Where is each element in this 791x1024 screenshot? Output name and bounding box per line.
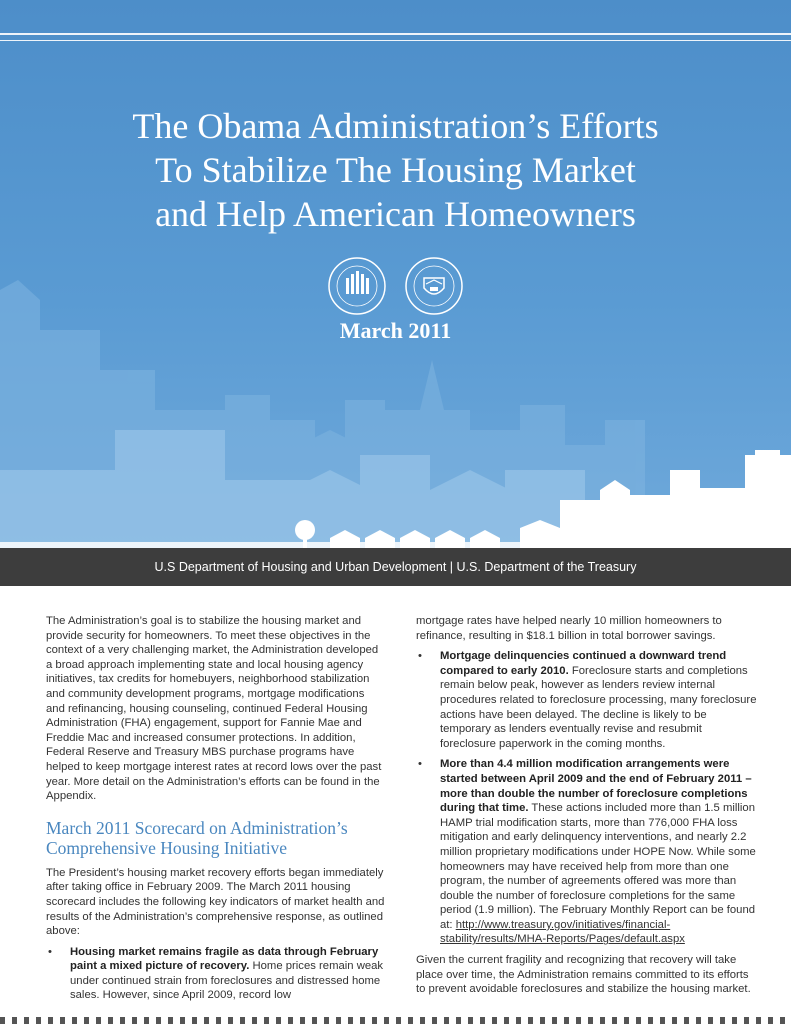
closing-paragraph: Given the current fragility and recognizing that recovery will take place over time, the Administration remains committed to its efforts to prevent avoidable foreclosures and stabilize the housing market. xyxy=(416,954,751,996)
scorecard-paragraph: The President’s housing market recovery efforts began immediately after taking office in February 2009. The March 2011 housing scorecard includes the following key indicators of market health and results of the Administration’s comprehensive response, as outlined above: xyxy=(46,866,385,938)
bullet-text: Foreclosure starts and completions remain below peak, however as lenders review internal procedures related to foreclosure processing, many foreclosure actions have been delayed. The decline is likely to be temporary as lenders eventually revise and resubmit foreclosure paperwork in the coming months. xyxy=(440,664,757,750)
monthly-report-link[interactable]: http://www.treasury.gov/initiatives/financial-stability/results/MHA-Reports/Pages/default.aspx xyxy=(440,918,685,946)
agency-seals xyxy=(0,256,791,316)
hud-seal-icon xyxy=(327,256,387,316)
cover-title-line-2: To Stabilize The Housing Market xyxy=(155,150,636,190)
cover-title-line-1: The Obama Administration’s Efforts xyxy=(132,106,659,146)
scorecard-heading: March 2011 Scorecard on Administration’s Comprehensive Housing Initiative xyxy=(46,817,348,858)
list-item xyxy=(46,945,386,1003)
cover-title-line-3: and Help American Homeowners xyxy=(155,194,636,234)
intro-paragraph: The Administration’s goal is to stabilize the housing market and provide security for homeowners. To meet these objectives in the context of a very challenging market, the Administration developed a broad approach implementing state and local housing agency initiatives, tax credits for homebuyers, neighborhood stabilization and community development programs, mortgage modifications and refinancing, housing counseling, continued Federal Housing Administration (FHA) engagement, support for Fannie Mae and Freddie Mac and increased consumer protections. In addition, Federal Reserve and Treasury MBS purchase programs have helped to keep mortgage interest rates at record lows over the past year. More detail on the Administration’s efforts can be found in the Appendix. xyxy=(46,615,382,803)
bullet-text: Home prices remain weak under continued strain from foreclosures and distressed home sales. However, since April 2009, record low xyxy=(70,960,384,1002)
bullet-heading: More than 4.4 million modification arrangements were started between April 2009 and the end of February 2011 – more than double the number of foreclosure completions during that time. xyxy=(440,758,752,815)
cover-date: March 2011 xyxy=(339,318,452,343)
indicator-list xyxy=(46,945,386,1003)
bullet-heading: Mortgage delinquencies continued a downward trend compared to early 2010. xyxy=(440,650,727,677)
bullet-heading: Housing market remains fragile as data through February paint a mixed picture of recovery. xyxy=(70,945,379,973)
agency-band: U.S Department of Housing and Urban Development | U.S. Department of the Treasury xyxy=(0,548,791,586)
list-item xyxy=(416,757,760,947)
continued-paragraph: mortgage rates have helped nearly 10 million homeowners to refinance, resulting in $18.1 billion in total borrower savings. xyxy=(416,615,722,642)
footer-dotted-border xyxy=(0,1017,791,1024)
right-column xyxy=(416,614,760,997)
treasury-seal-icon xyxy=(404,256,464,316)
bullet-text: These actions included more than 1.5 million HAMP trial modification starts, more than 776,000 FHA loss mitigation and early delinquency interventions, and nearly 2.2 million proprietary modifications under HOPE Now. While some homeowners may have received help from more than one program, the number of agreements offered was more than double the number of foreclosure completions for the same period (1.9 million). The February Monthly Report can be found at: xyxy=(440,802,756,931)
left-column xyxy=(46,614,386,1009)
list-item xyxy=(416,649,760,751)
indicator-list-continued xyxy=(416,649,760,947)
cover-title xyxy=(0,104,791,236)
